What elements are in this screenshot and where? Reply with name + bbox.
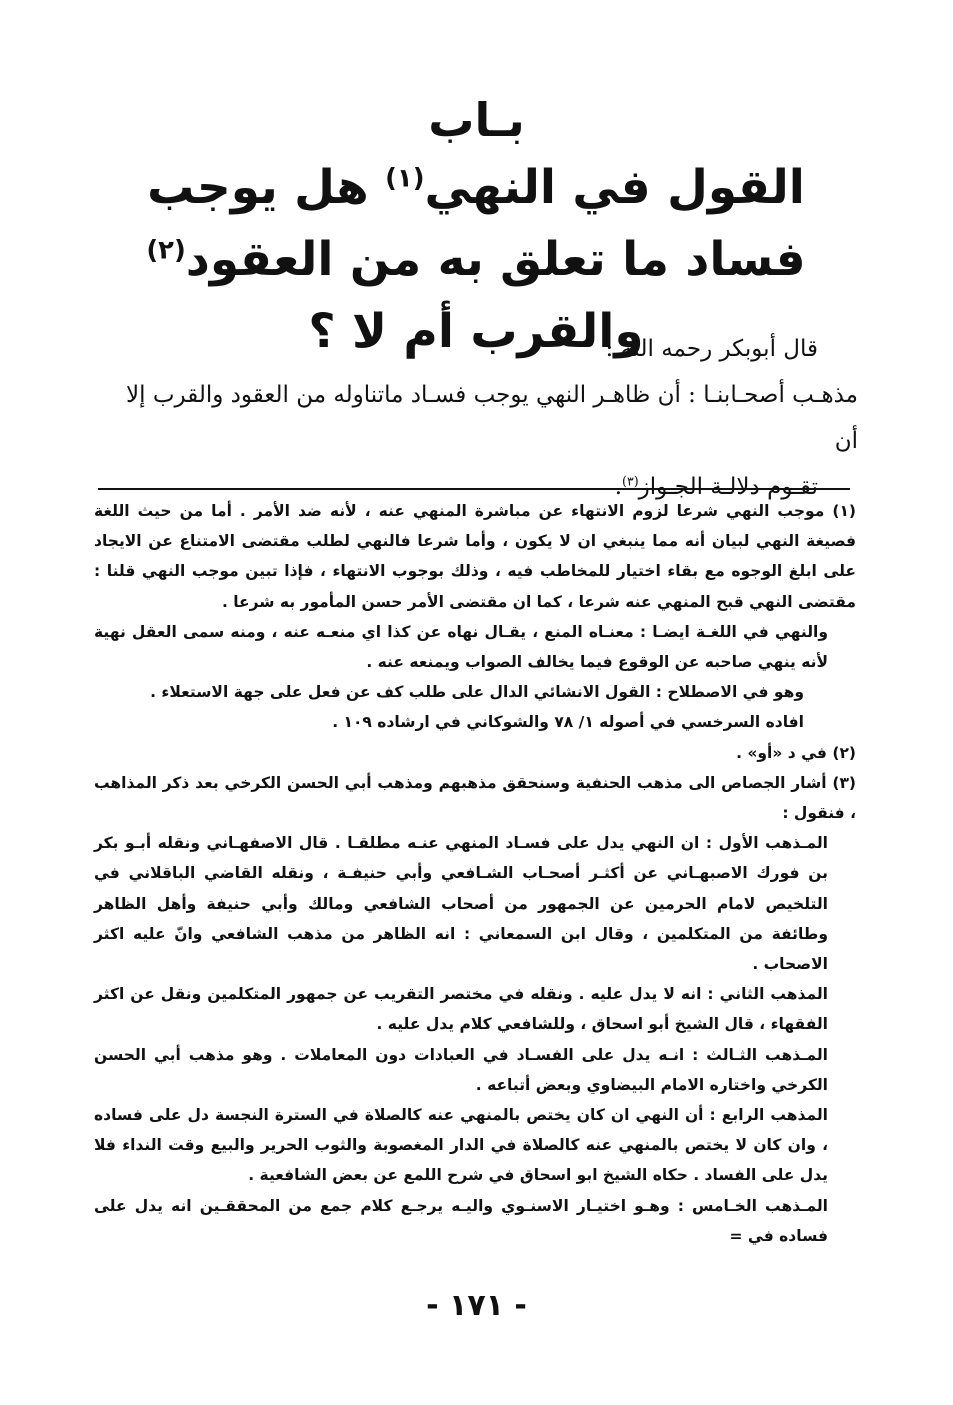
footnote-1-para-2: والنهي في اللغـة ايضـا : معنـاه المنع ، يقـال نهاه عن كذا اي منعـه عنه ، ومنه سمى العقل نهية لأنه ينهي صاحبه عن الوقوع فيما يخالف الصواب ويمنعه عنه .: [94, 622, 828, 672]
title-text-part3: والقرب أم لا ؟: [308, 304, 644, 359]
footnote-ref-2: (٢): [146, 235, 186, 266]
footnote-ref-1: (١): [385, 163, 425, 194]
footnote-3-para-3: المذهب الثاني : انه لا يدل عليه . ونقله في مختصر التقريب عن جمهور المتكلمين ونقل عن اكثر الفقهاء ، قال الشيخ أبو اسحاق ، وللشافعي كلام يدل عليه .: [94, 985, 828, 1034]
footnote-1-para-3: وهو في الاصطلاح : القول الانشائي الدال على طلب كف عن فعل على جهة الاستعلاء .: [150, 683, 804, 702]
main-line-3-text: تقـوم دلالـة الجـواز: [638, 474, 818, 500]
title-text-part1: القول في النهي: [424, 160, 805, 215]
footnote-3-para-5: المذهب الرابع : أن النهي ان كان يختص بالمنهي عنه كالصلاة في السترة النجسة دل على فساده ، وان كان لا يختص بالمنهي عنه كالصلاة في الدار المغصوبة والثوب الحرير والبيع وقت النداء فلا يدل على الفساد . حكاه الشيخ ابو اسحاق في شرح اللمع عن بعض الشافعية .: [94, 1106, 828, 1185]
main-line-2: مذهـب أصحـابنـا : أن ظاهـر النهي يوجب فسـاد ماتناوله من العقود والقرب إلا أن: [126, 382, 858, 454]
main-line-3-end: .: [614, 474, 622, 500]
footnote-3-para-6: المـذهب الخـامس : وهـو اختيـار الاسنـوي واليـه يرجـع كلام جمع من المحققـين انه يدل على فساده في =: [94, 1196, 828, 1245]
footnote-3-para-4: المـذهب الثـالث : انـه يدل على الفسـاد في العبادات دون المعاملات . وهو مذهب أبي الحسن الكرخي واختاره الامام البيضاوي وبعض أتباعه .: [94, 1045, 828, 1094]
footnote-3-para-1: (٣) أشار الجصاص الى مذهب الحنفية وسنحقق مذهبهم ومذهب أبي الحسن الكرخي بعد ذكر المذاهب ، فنقول :: [94, 773, 856, 823]
main-text: [98, 326, 858, 510]
footnote-separator: [98, 488, 850, 490]
page-number: - ١٧١ -: [426, 1288, 527, 1323]
footnotes: [94, 496, 856, 1251]
footnote-1-para-1: (١) موجب النهي شرعا لزوم الانتهاء عن مباشرة المنهي عنه ، لأنه ضد الأمر . أما من حيث اللغة فصيغة النهي لبيان أنه مما ينبغي ان لا يكون ، وأما شرعا فالنهي لطلب مقتضى الامتناع عن الايجاد على ابلغ الوجوه مع بقاء اختيار للمخاطب فيه ، وذلك بوجوب الانتهاء ، فإذا تبين موجب النهي قلنا : مقتضى النهي قبح المنهي عنه شرعا ، كما ان مقتضى الأمر حسن المأمور به شرعا .: [94, 502, 856, 611]
chapter-heading-word: بـاب: [428, 93, 525, 147]
footnote-ref-3: (٣): [622, 473, 639, 489]
footnote-2: (٢) في د «أو» .: [736, 743, 856, 762]
title-text-part2: هل يوجب فساد ما تعلق به من العقود: [147, 160, 806, 287]
footnote-1-para-4: افاده السرخسي في أصوله ١/ ٧٨ والشوكاني في ارشاده ١٠٩ .: [332, 713, 804, 732]
main-line-1: قال أبوبكر رحمه الله :: [605, 336, 818, 362]
footnote-3-para-2: المـذهب الأول : ان النهي يدل على فسـاد المنهي عنـه مطلقـا . قال الاصفهـاني ونقله أبـو بكر بن فورك الاصبهـاني عن أكثـر أصحـاب الشـافعي وأبي حنيفـة ، ونقله القاضي الباقلاني في التلخيص لامام الحرمين عن الجمهور من أصحاب الشافعي ومالك وأبي حنيفة وأهل الظاهر وطائفة من المتكلمين ، وقال ابن السمعاني : انه الظاهر من مذهب الشافعي وانّ عليه اكثر الاصحاب .: [94, 834, 828, 974]
